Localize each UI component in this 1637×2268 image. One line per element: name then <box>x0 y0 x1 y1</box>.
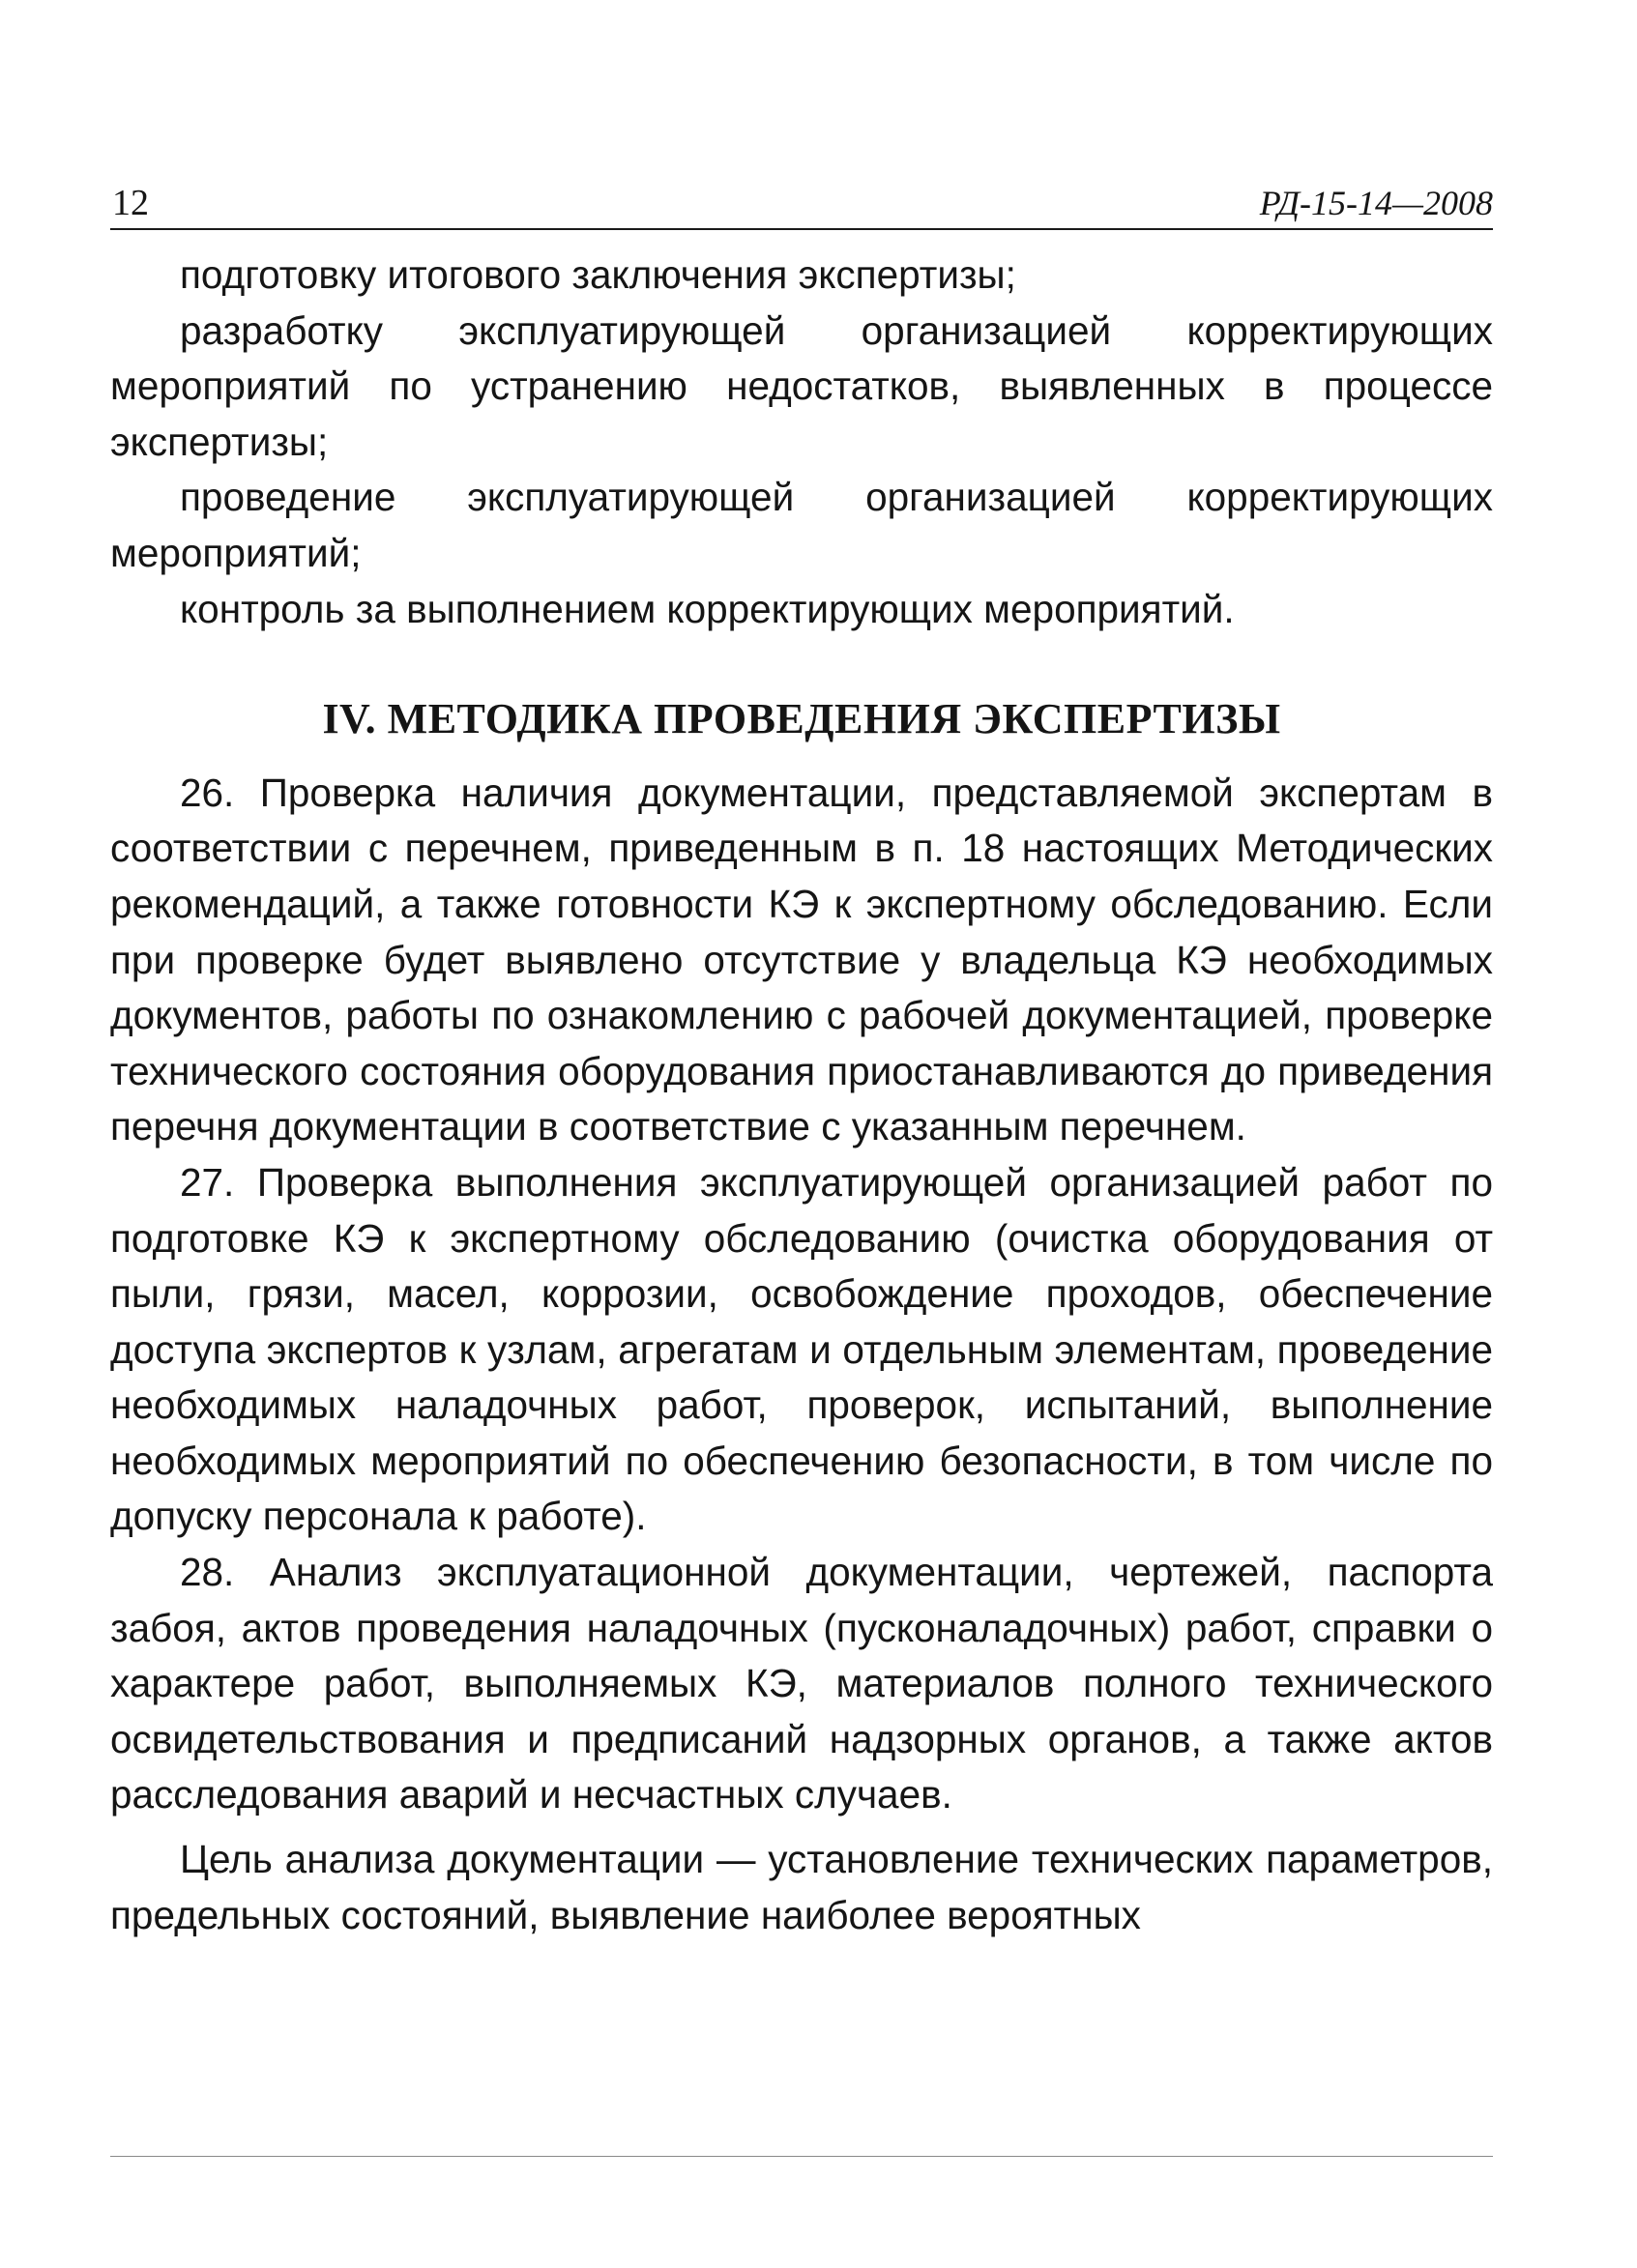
list-item: проведение эксплуатирующей организацией корректирующих мероприятий; <box>110 475 1493 575</box>
footer-rule <box>110 2156 1493 2157</box>
paragraph-27: 27. Проверка выполнения эксплуатирующей организацией работ по подготовке КЭ к экспертному обследованию (очистка оборудования от пыли, грязи, масел, коррозии, освобождение проходов, обеспечение доступа экспертов к узлам, агрегатам и отдельным элементам, проведение необходимых наладочных работ, проверок, испытаний, выполнение необходимых мероприятий по обеспечению безопасности, в том числе по допуску персонала к работе). <box>110 1159 1493 1539</box>
list-item: подготовку итогового заключения экспертизы; <box>180 252 1016 297</box>
page-number: 12 <box>112 183 149 223</box>
paragraph-26: 26. Проверка наличия документации, представляемой экспертам в соответствии с перечнем, приведенным в п. 18 настоящих Методических рекомендаций, а также готовности КЭ к экспертному обследованию. Если при проверке будет выявлено отсутствие у владельца КЭ необходимых документов, работы по ознакомлению с рабочей документацией, проверке технического состояния оборудования приостанавливаются до приведения перечня документации в соответствие с указанным перечнем. <box>110 770 1493 1149</box>
document-code: РД-15-14—2008 <box>1259 184 1493 222</box>
body-text <box>110 247 1493 1943</box>
list-item: разработку эксплуатирующей организацией корректирующих мероприятий по устранению недостатков, выявленных в процессе экспертизы; <box>110 307 1493 464</box>
section-title: IV. МЕТОДИКА ПРОВЕДЕНИЯ ЭКСПЕРТИЗЫ <box>322 695 1281 743</box>
paragraph-analysis-goal: Цель анализа документации — установление технических параметров, предельных состояний, выявление наиболее вероятных <box>110 1837 1493 1937</box>
list-item: контроль за выполнением корректирующих мероприятий. <box>180 586 1235 631</box>
page-header <box>110 174 1493 230</box>
paragraph-28: 28. Анализ эксплуатационной документации, чертежей, паспорта забоя, актов проведения наладочных (пусконаладочных) работ, справки о характере работ, выполняемых КЭ, материалов полного технического освидетельствования и предписаний надзорных органов, а также актов расследования аварий и несчастных случаев. <box>110 1550 1493 1817</box>
